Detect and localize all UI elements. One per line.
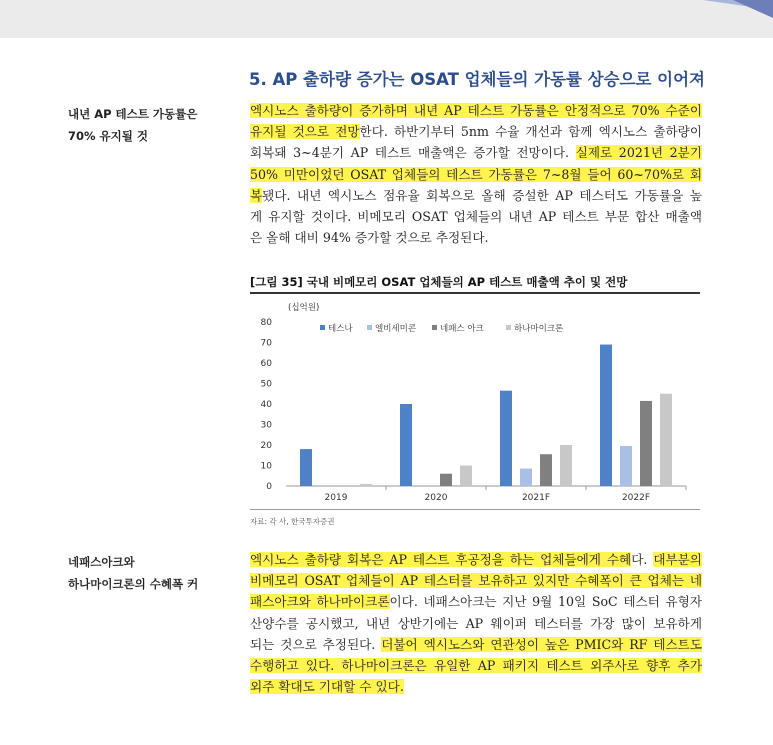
y-tick-label: 10 xyxy=(260,461,272,472)
figure-title: [그림 35] 국내 비메모리 OSAT 업체들의 AP 테스트 매출액 추이 및 전망 xyxy=(250,275,628,289)
bar xyxy=(440,474,452,486)
y-tick-label: 20 xyxy=(260,441,272,451)
text-run: 다. xyxy=(631,552,654,567)
y-tick-label: 0 xyxy=(266,482,272,492)
text-run: 한다. 하반기부터 5nm 수율 개선과 함께 엑시노스 출하량이 xyxy=(359,124,702,140)
chart-canvas xyxy=(250,298,702,508)
legend-label: 엘비세미콘 xyxy=(375,324,417,334)
text-line xyxy=(250,570,702,591)
bar xyxy=(300,449,312,486)
bar xyxy=(400,404,412,486)
text-run: 이다. 네패스아크는 지난 9월 10일 SoC 테스터 유형자 xyxy=(389,594,703,610)
side-note-second xyxy=(68,551,198,595)
legend-swatch xyxy=(367,325,372,330)
highlighted-text: 수행하고 있다. 하나마이크론은 유일한 AP 패키지 테스트 외주사로 향후 추가 xyxy=(250,658,702,674)
legend-swatch xyxy=(320,325,325,330)
y-tick-label: 80 xyxy=(260,318,272,328)
highlighted-text: 엑시노스 출하량이 증가하며 내년 AP 테스트 가동률은 안정적으로 70% 수준이 xyxy=(250,103,702,118)
source-rule xyxy=(250,509,700,510)
text-line xyxy=(250,655,702,676)
y-tick-label: 70 xyxy=(260,338,272,349)
text-run: 회복돼 3~4분기 AP 테스트 매출액은 증가할 전망이다. xyxy=(250,145,576,161)
y-axis-unit: (십억원) xyxy=(288,303,320,313)
text-line xyxy=(250,206,702,227)
bar xyxy=(560,445,572,486)
ap-test-revenue-chart xyxy=(250,298,702,513)
corner-decoration xyxy=(733,0,773,18)
text-line xyxy=(250,676,702,697)
y-tick-label: 60 xyxy=(260,359,272,369)
text-run: 됐다. 내년 엑시노스 점유율 회복으로 올해 증설한 AP 테스터도 가동률을 높 xyxy=(262,187,702,203)
figure-source: 자료: 각 사, 한국투자증권 xyxy=(250,517,335,526)
paragraph-ap-test-utilization xyxy=(250,100,702,248)
figure-title-rule xyxy=(250,292,700,294)
section-title: 5. AP 출하량 증가는 OSAT 업체들의 가동률 상승으로 이어져 xyxy=(249,70,706,89)
page-header-band xyxy=(0,0,773,38)
text-line xyxy=(250,100,702,121)
text-run: 산양수를 공시했고, 내년 상반기에는 AP 웨이퍼 테스터를 가장 많이 보유하게 xyxy=(250,615,702,631)
text-line xyxy=(250,613,702,634)
side-note-line: 내년 AP 테스트 가동률은 xyxy=(68,107,198,121)
y-tick-label: 40 xyxy=(260,400,272,410)
highlighted-text: 50% 미만이었던 OSAT 업체들의 테스트 가동률은 7~8월 들어 60~70%로 회 xyxy=(250,166,702,182)
highlighted-text: 비메모리 OSAT 업체들이 AP 테스터를 보유하고 있지만 수혜폭이 큰 업체는 네 xyxy=(250,573,702,589)
bar xyxy=(460,466,472,487)
bar xyxy=(520,469,532,486)
text-run: 은 올해 대비 94% 증가할 것으로 추정된다. xyxy=(250,230,489,246)
highlighted-text: 더불어 엑시노스와 연관성이 높은 PMIC와 RF 테스트도 xyxy=(381,636,702,652)
highlighted-text: 실제로 2021년 2분기 xyxy=(575,145,702,161)
text-run: 되는 것으로 추정된다. xyxy=(250,636,382,652)
side-note-line: 70% 유지될 것 xyxy=(68,129,148,143)
side-note-line: 네패스아크와 xyxy=(68,555,135,569)
highlighted-text: 복 xyxy=(250,187,263,203)
text-line xyxy=(250,549,702,570)
x-tick-label: 2020 xyxy=(424,493,448,503)
highlighted-text: 엑시노스 출하량 회복은 AP 테스트 후공정을 하는 업체들에게 수혜 xyxy=(250,552,632,567)
y-tick-label: 30 xyxy=(260,420,272,431)
bar xyxy=(640,401,652,486)
highlighted-text: 유지될 것으로 전망 xyxy=(250,124,360,140)
text-line xyxy=(250,121,702,142)
x-tick-label: 2022F xyxy=(621,493,651,503)
x-tick-label: 2019 xyxy=(324,493,348,503)
text-line xyxy=(250,227,702,248)
bar xyxy=(620,446,632,486)
text-run: 게 유지할 것이다. 비메모리 OSAT 업체들의 내년 AP 테스트 부문 합산 매출액 xyxy=(250,209,702,225)
text-line xyxy=(250,185,702,206)
side-note-line: 하나마이크론의 수혜폭 커 xyxy=(68,577,199,591)
paragraph-beneficiaries xyxy=(250,549,702,697)
legend-label: 네패스 아크 xyxy=(440,324,484,334)
legend-label: 하나마이크론 xyxy=(514,324,564,334)
highlighted-text: 대부분의 xyxy=(653,552,702,567)
text-line xyxy=(250,142,702,163)
bar xyxy=(540,454,552,486)
bar xyxy=(660,394,672,486)
legend-swatch xyxy=(432,325,437,330)
bar xyxy=(500,391,512,486)
legend-label: 테스나 xyxy=(328,324,353,334)
highlighted-text: 패스아크와 하나마이크론 xyxy=(250,594,390,610)
bar xyxy=(360,484,372,486)
y-tick-label: 50 xyxy=(260,379,272,390)
text-line xyxy=(250,591,702,612)
highlighted-text: 외주 확대도 기대할 수 있다. xyxy=(250,679,404,695)
x-tick-label: 2021F xyxy=(521,493,551,503)
text-line xyxy=(250,634,702,655)
text-line xyxy=(250,164,702,185)
bar xyxy=(600,345,612,486)
side-note-first xyxy=(68,103,197,147)
legend-swatch xyxy=(506,325,511,330)
